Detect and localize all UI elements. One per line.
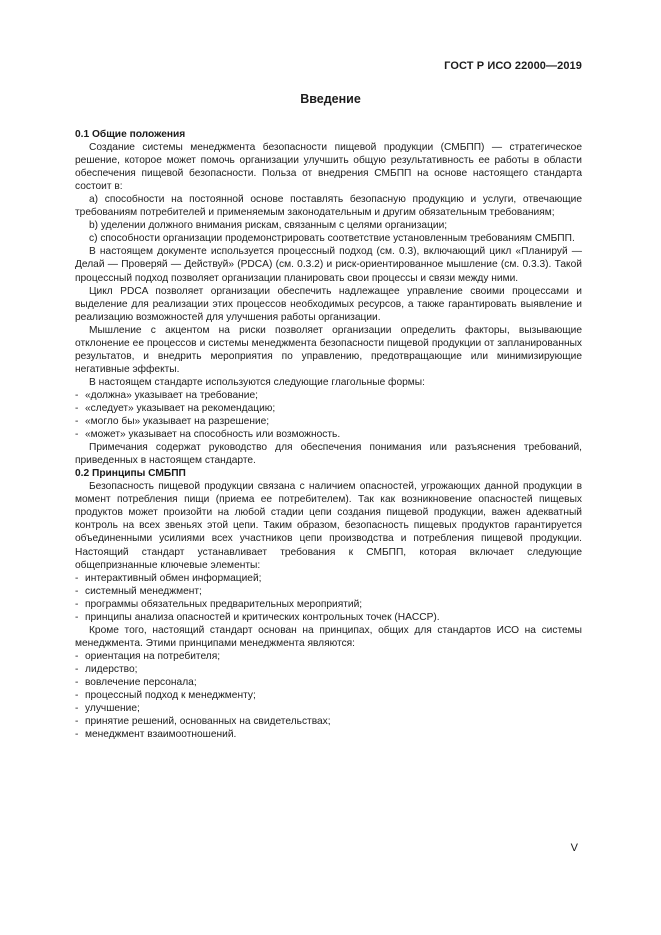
dash-bullet: -	[75, 650, 79, 662]
paragraph: Примечания содержат руководство для обеспечения понимания или разъяснения требований, приведенных в настоящем стандарте.	[75, 442, 582, 467]
list-item: b) уделении должного внимания рискам, связанным с целями организации;	[89, 220, 448, 232]
dash-bullet: -	[75, 416, 79, 428]
list-item: c) способности организации продемонстрировать соответствие установленным требованиям СМБПП.	[89, 233, 575, 245]
document-body	[75, 128, 582, 741]
dash-bullet: -	[75, 402, 79, 414]
page-title: Введение	[300, 92, 361, 106]
paragraph: В настоящем документе используется процессный подход (см. 0.3), включающий цикл «Планируй — Делай — Проверяй — Действуй» (PDCA) (см. 0.3.2) и риск-ориентированное мышление (см. 0.3.3). Такой процессный подход позволяет организации планировать свои процессы и связи между ними.	[75, 246, 582, 284]
list-item-text: «может» указывает на способность или возможность.	[85, 429, 341, 441]
list-item-text: менеджмент взаимоотношений.	[85, 729, 237, 741]
list-item-text: «следует» указывает на рекомендацию;	[85, 402, 276, 414]
paragraph: В настоящем стандарте используются следующие глагольные формы:	[89, 376, 425, 388]
dash-bullet: -	[75, 703, 79, 715]
list-item-text: системный менеджмент;	[85, 585, 202, 597]
list-item	[75, 572, 582, 585]
dash-bullet: -	[75, 389, 79, 401]
standard-designation: ГОСТ Р ИСО 22000—2019	[444, 60, 582, 72]
page-number: V	[570, 842, 578, 854]
list-item: a) способности на постоянной основе поставлять безопасную продукцию и услуги, отвечающие требованиям потребителей и применяемым законодательным и другим обязательным требованиям;	[75, 194, 582, 219]
list-item-text: принятие решений, основанных на свидетельствах;	[85, 716, 331, 728]
list-item-text: вовлечение персонала;	[85, 676, 197, 688]
list-item-text: лидерство;	[85, 663, 138, 675]
section-heading-general: 0.1 Общие положения	[75, 129, 186, 140]
paragraph: Безопасность пищевой продукции связана с наличием опасностей, угрожающих данной продукции в момент потребления пищи (приема ее потребителем). Так как возникновение опасностей пищевых продуктов может произойти на любой стадии цепи создания пищевой продукции, важен адекватный контроль на всех звеньях этой цепи. Таким образом, безопасность пищевых продуктов гарантируется объединенными усилиями всех участников цепи производства и потребления пищевой продукции. Настоящий стандарт устанавливает требования к СМБПП, которая включает следующие общепризнанные ключевые элементы:	[75, 481, 582, 571]
list-item-text: интерактивный обмен информацией;	[85, 572, 262, 584]
list-item	[75, 415, 582, 428]
paragraph: Создание системы менеджмента безопасности пищевой продукции (СМБПП) — стратегическое решение, которое может помочь организации улучшить общую результативность ее работы в области обеспечения пищевой безопасности. Польза от внедрения СМБПП на основе настоящего стандарта состоит в:	[75, 142, 582, 193]
list-item	[75, 585, 582, 598]
list-item-text: программы обязательных предварительных мероприятий;	[85, 598, 363, 610]
dash-bullet: -	[75, 572, 79, 584]
dash-bullet: -	[75, 729, 79, 741]
dash-bullet: -	[75, 690, 79, 702]
list-item	[75, 598, 582, 611]
list-item	[75, 650, 582, 663]
dash-bullet: -	[75, 429, 79, 441]
dash-bullet: -	[75, 663, 79, 675]
list-item	[75, 428, 582, 441]
list-item	[75, 663, 582, 676]
list-item	[75, 676, 582, 689]
list-item-text: «могло бы» указывает на разрешение;	[85, 416, 270, 428]
dash-bullet: -	[75, 716, 79, 728]
paragraph: Цикл PDCA позволяет организации обеспечить надлежащее управление своими процессами и выделение для реализации этих процессов необходимых ресурсов, а также гарантировать выявление и реализацию возможностей для улучшения работы организации.	[75, 285, 582, 323]
list-item-text: ориентация на потребителя;	[85, 650, 221, 662]
list-item	[75, 715, 582, 728]
list-item	[75, 611, 582, 624]
list-item	[75, 389, 582, 402]
list-item	[75, 728, 582, 741]
section-heading-principles: 0.2 Принципы СМБПП	[75, 468, 186, 480]
list-item-text: «должна» указывает на требование;	[85, 389, 258, 401]
dash-bullet: -	[75, 585, 79, 597]
paragraph: Кроме того, настоящий стандарт основан на принципах, общих для стандартов ИСО на системы менеджмента. Этими принципами менеджмента являются:	[75, 624, 582, 649]
list-item	[75, 689, 582, 702]
list-item-text: принципы анализа опасностей и критических контрольных точек (HACCP).	[85, 611, 440, 623]
list-item-text: улучшение;	[85, 703, 140, 715]
dash-bullet: -	[75, 598, 79, 610]
dash-bullet: -	[75, 611, 79, 623]
paragraph: Мышление с акцентом на риски позволяет организации определить факторы, вызывающие отклонение ее процессов и системы менеджмента безопасности пищевой продукции от запланированных результатов, и внедрить мероприятия по управлению, предотвращающие или минимизирующие негативные эффекты.	[75, 324, 582, 375]
list-item	[75, 702, 582, 715]
list-item	[75, 402, 582, 415]
list-item-text: процессный подход к менеджменту;	[85, 690, 256, 702]
dash-bullet: -	[75, 676, 79, 688]
